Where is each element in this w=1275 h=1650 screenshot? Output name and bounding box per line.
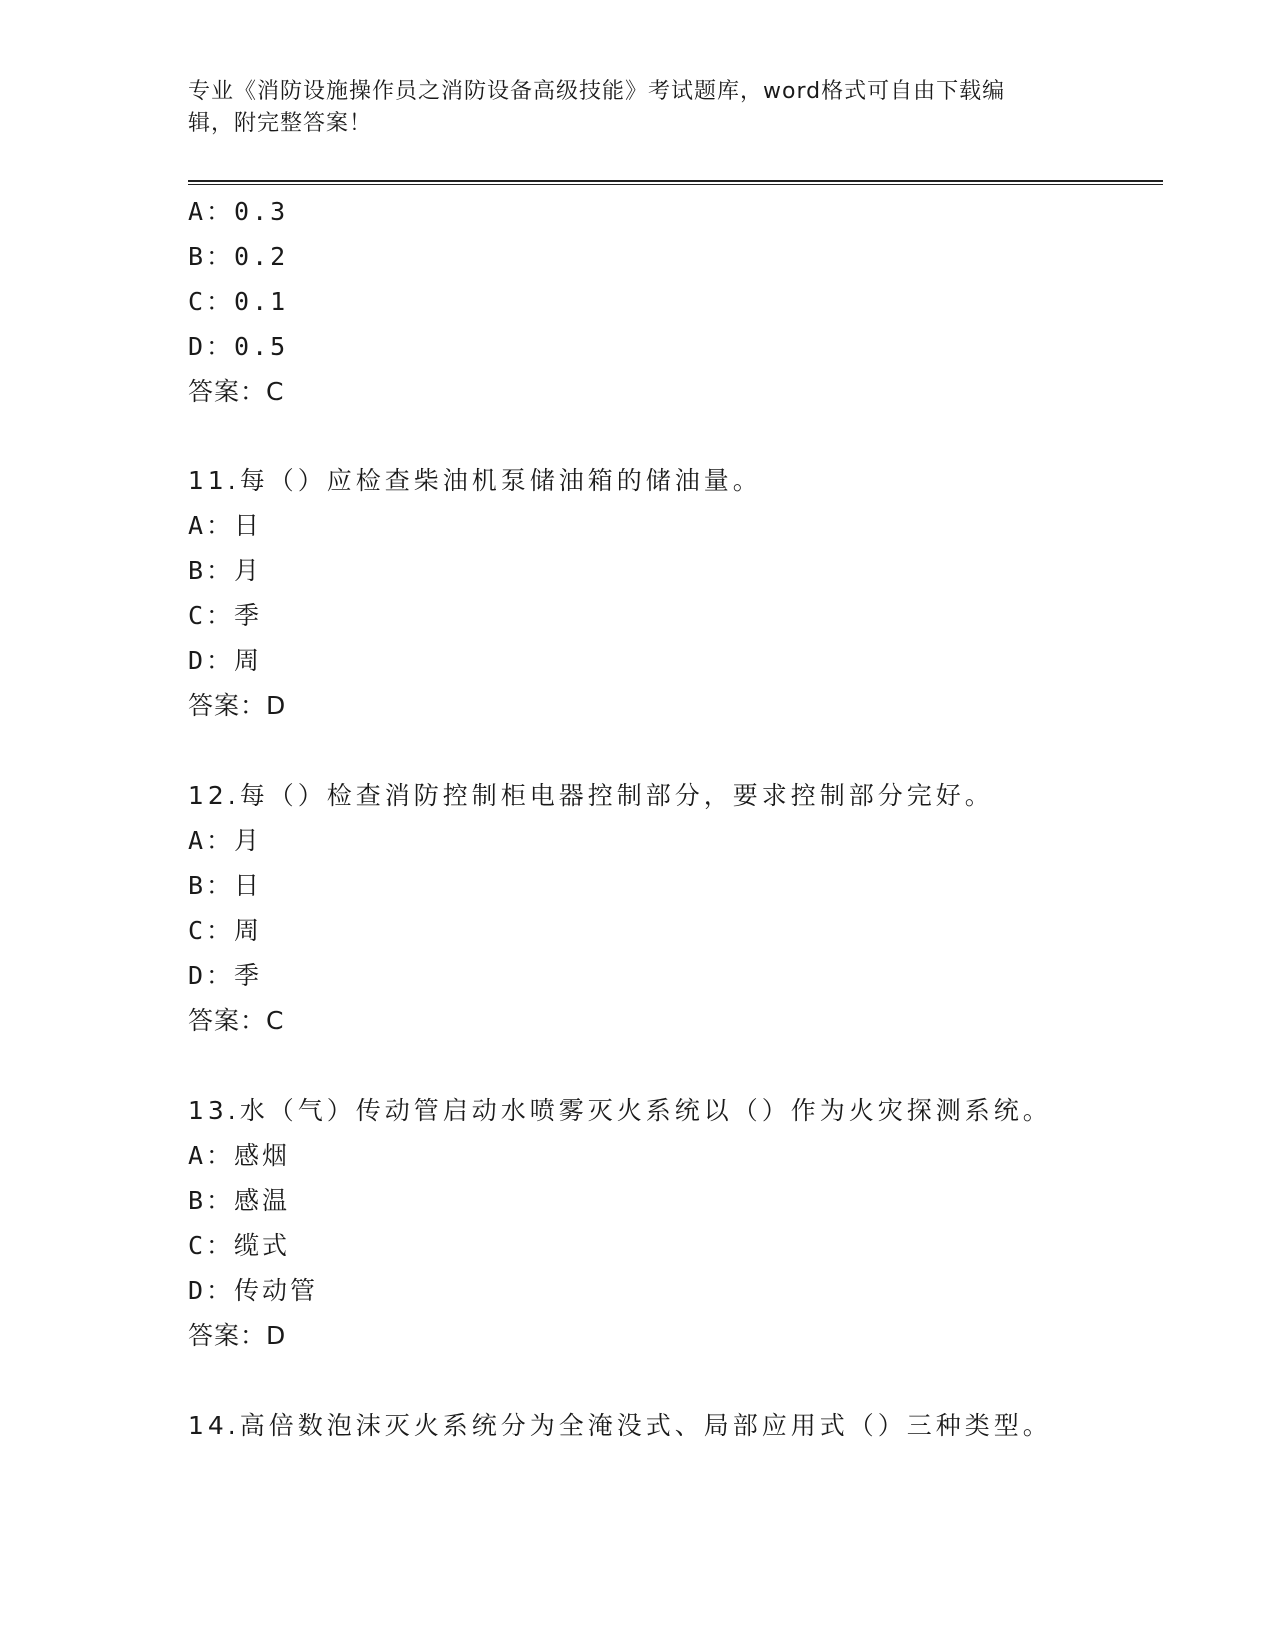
question-stem: 12.每（）检查消防控制柜电器控制部分，要求控制部分完好。: [188, 781, 994, 810]
option-a: A：日: [188, 511, 263, 540]
option-c: C：周: [188, 916, 263, 945]
option-c: C：缆式: [188, 1231, 291, 1260]
header-divider-thin: [188, 184, 1163, 185]
question-stem: 13.水（气）传动管启动水喷雾灭火系统以（）作为火灾探测系统。: [188, 1096, 1052, 1125]
header-divider-thick: [188, 180, 1163, 182]
option-d: D：周: [188, 646, 263, 675]
answer: 答案：C: [188, 1006, 285, 1035]
title-line-1: 专业《消防设施操作员之消防设备高级技能》考试题库，word格式可自由下载编: [188, 79, 1006, 104]
title-line-2: 辑，附完整答案！: [188, 111, 373, 136]
option-d: D：0.5: [188, 332, 289, 361]
question-stem: 11.每（）应检查柴油机泵储油箱的储油量。: [188, 466, 762, 495]
option-c: C：0.1: [188, 287, 289, 316]
answer: 答案：D: [188, 691, 287, 720]
option-d: D：季: [188, 961, 263, 990]
option-a: A：月: [188, 826, 263, 855]
answer: 答案：D: [188, 1321, 287, 1350]
option-b: B：日: [188, 871, 263, 900]
option-b: B：感温: [188, 1186, 291, 1215]
question-stem: 14.高倍数泡沫灭火系统分为全淹没式、局部应用式（）三种类型。: [188, 1411, 1052, 1440]
option-b: B：月: [188, 556, 263, 585]
option-c: C：季: [188, 601, 263, 630]
option-a: A：感烟: [188, 1141, 291, 1170]
option-a: A：0.3: [188, 197, 289, 226]
document-title: [188, 76, 1068, 140]
answer: 答案：C: [188, 377, 285, 406]
option-d: D：传动管: [188, 1276, 319, 1305]
option-b: B：0.2: [188, 242, 289, 271]
